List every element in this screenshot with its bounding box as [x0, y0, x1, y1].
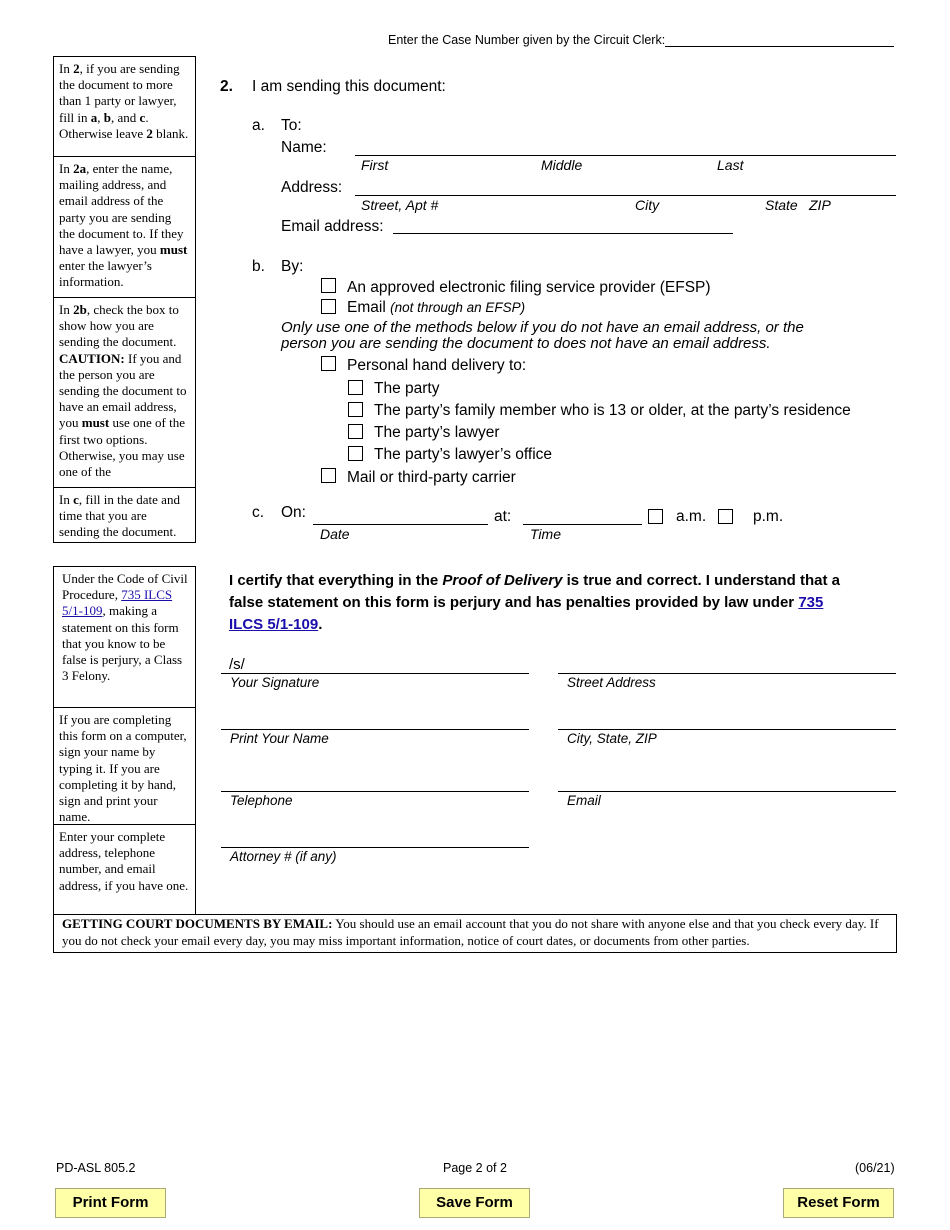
lawyer-office-label: The party’s lawyer’s office	[374, 446, 553, 463]
signature-value[interactable]: /s/	[229, 656, 245, 673]
email-method-label: Email (not through an EFSP)	[347, 299, 526, 316]
time-label: Time	[530, 526, 561, 542]
sidebar-box-sign: If you are completing this form on a computer, sign your name by typing it. If you are completing it by hand, sign and print your name.	[53, 707, 196, 825]
item-b-letter: b.	[252, 258, 265, 275]
telephone-field[interactable]	[221, 791, 529, 792]
reset-form-button[interactable]: Reset Form	[783, 1188, 894, 1218]
email-checkbox[interactable]	[321, 299, 336, 314]
on-label: On:	[281, 504, 306, 521]
city-state-zip-label: City, State, ZIP	[567, 731, 657, 746]
recipient-email-field[interactable]	[393, 233, 733, 234]
by-label: By:	[281, 258, 304, 275]
form-date: (06/21)	[855, 1161, 895, 1175]
item-c-letter: c.	[252, 504, 265, 521]
party-label: The party	[374, 380, 440, 397]
certification-statement: I certify that everything in the Proof of Delivery is true and correct. I understand that a false statement on this form is perjury and has penalties provided by law under 735 ILCS 5/1-109.	[229, 572, 840, 633]
street-address-label: Street Address	[567, 675, 656, 690]
address-label: Address:	[281, 179, 343, 196]
ilcs-link-sidebar[interactable]: 735 ILCS 5/1-109	[62, 587, 173, 619]
signature-field[interactable]	[221, 673, 529, 674]
alternate-methods-note: Only use one of the methods below if you do not have an email address, or the person you are sending the document to does not have an email address.	[281, 319, 804, 352]
sidebar-box-address: Enter your complete address, telephone number, and email address, if you have one.	[53, 824, 196, 915]
item-a-letter: a.	[252, 117, 265, 134]
to-label: To:	[281, 117, 302, 134]
first-label: First	[361, 157, 389, 173]
mail-label: Mail or third-party carrier	[347, 469, 516, 486]
street-address-field[interactable]	[558, 673, 896, 674]
attorney-label: Attorney # (if any)	[230, 849, 337, 864]
personal-delivery-checkbox[interactable]	[321, 356, 336, 371]
am-checkbox[interactable]	[648, 509, 663, 524]
name-label: Name:	[281, 139, 327, 156]
ilcs-link[interactable]: 735 ILCS 5/1-109	[229, 594, 824, 633]
zip-label: ZIP	[809, 197, 831, 213]
email-address-label: Email address:	[281, 218, 384, 235]
attorney-field[interactable]	[221, 847, 529, 848]
pm-label: p.m.	[753, 508, 784, 525]
sidebar-box-2: In 2, if you are sending the document to more than 1 party or lawyer, fill in a, b, and c. Otherwise leave 2 blank.	[53, 56, 196, 157]
recipient-name-field[interactable]	[355, 155, 896, 156]
email-notice-box: GETTING COURT DOCUMENTS BY EMAIL: You should use an email account that you do not share with anyone else and that you check every day. If you do not check your email every day, you may miss important information, notice of court dates, or documents from other parties.	[53, 914, 897, 953]
email-label: Email	[567, 793, 601, 808]
date-field[interactable]	[313, 524, 488, 525]
case-number-field[interactable]	[665, 46, 894, 47]
sidebar-box-c: In c, fill in the date and time that you are sending the document.	[53, 487, 196, 543]
time-field[interactable]	[523, 524, 642, 525]
city-label: City	[635, 197, 660, 213]
party-checkbox[interactable]	[348, 380, 363, 395]
print-name-field[interactable]	[221, 729, 529, 730]
family-member-label: The party’s family member who is 13 or older, at the party’s residence	[374, 402, 851, 419]
personal-delivery-label: Personal hand delivery to:	[347, 357, 527, 374]
signature-label: Your Signature	[230, 675, 320, 690]
am-label: a.m.	[676, 508, 707, 525]
sidebar-box-2a: In 2a, enter the name, mailing address, and email address of the party you are sending the document to. If they have a lawyer, you must enter the lawyer’s information.	[53, 156, 196, 298]
print-name-label: Print Your Name	[230, 731, 329, 746]
print-form-button[interactable]: Print Form	[55, 1188, 166, 1218]
email-field[interactable]	[558, 791, 896, 792]
sidebar-box-perjury: Under the Code of Civil Procedure, 735 ILCS 5/1-109, making a statement on this form that you know to be false is perjury, a Class 3 Felony.	[53, 566, 196, 708]
party-lawyer-label: The party’s lawyer	[374, 424, 500, 441]
lawyer-office-checkbox[interactable]	[348, 446, 363, 461]
save-form-button[interactable]: Save Form	[419, 1188, 530, 1218]
last-label: Last	[717, 157, 744, 173]
sidebar-box-2b: In 2b, check the box to show how you are sending the document. CAUTION: If you and the person you are sending the document to have an email address, you must use one of the first two options. Otherwise, you may use one of the	[53, 297, 196, 488]
state-label: State	[765, 197, 798, 213]
city-state-zip-field[interactable]	[558, 729, 896, 730]
efsp-label: An approved electronic filing service provider (EFSP)	[347, 279, 711, 296]
case-number-label: Enter the Case Number given by the Circuit Clerk:	[388, 33, 666, 47]
middle-label: Middle	[541, 157, 583, 173]
pm-checkbox[interactable]	[718, 509, 733, 524]
form-id: PD-ASL 805.2	[56, 1161, 136, 1175]
telephone-label: Telephone	[230, 793, 293, 808]
at-label: at:	[494, 508, 512, 525]
section-heading: I am sending this document:	[252, 78, 446, 95]
mail-checkbox[interactable]	[321, 468, 336, 483]
section-number: 2.	[220, 78, 233, 95]
date-label: Date	[320, 526, 350, 542]
page-number: Page 2 of 2	[443, 1161, 507, 1175]
street-label: Street, Apt #	[361, 197, 439, 213]
efsp-checkbox[interactable]	[321, 278, 336, 293]
recipient-address-field[interactable]	[355, 195, 896, 196]
party-lawyer-checkbox[interactable]	[348, 424, 363, 439]
family-member-checkbox[interactable]	[348, 402, 363, 417]
